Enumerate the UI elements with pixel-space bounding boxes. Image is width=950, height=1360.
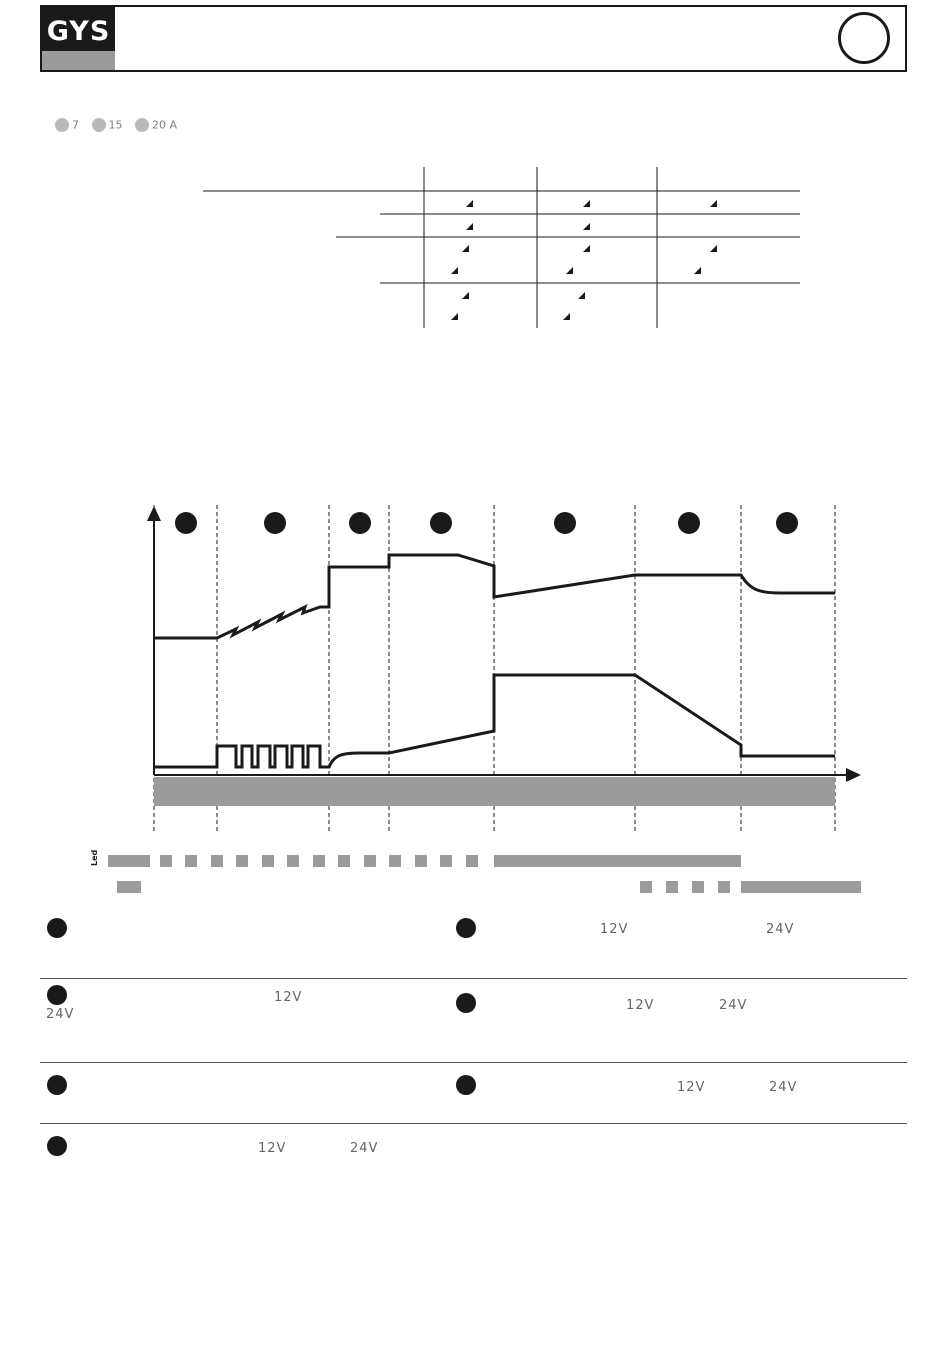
led-row-2 [117,881,861,893]
logo-text: GYS [46,16,111,47]
step-2-tag-12v: 12V [274,990,303,1005]
step-5-tag-24v: 24V [766,922,795,937]
step-6-marker [456,993,476,1013]
phase-marker-2 [264,512,286,534]
x-axis-arrow-icon [846,768,861,782]
legend-item-15a: 15 [92,118,123,132]
step-7-tag-12v: 12V [677,1080,706,1095]
step-4-tag-24v: 24V [350,1141,379,1156]
led-row-1 [108,855,741,867]
legend-item-7a: 7 [55,118,79,132]
divider [40,1062,907,1063]
phase-marker-3 [349,512,371,534]
phase-marker-6 [678,512,700,534]
divider [40,1123,907,1124]
step-4-tag-12v: 12V [258,1141,287,1156]
phase-marker-5 [554,512,576,534]
step-6-tag-12v: 12V [626,998,655,1013]
step-4-marker [47,1136,67,1156]
step-2-marker [47,985,67,1005]
step-7-marker [456,1075,476,1095]
step-3-marker [47,1075,67,1095]
step-5-tag-12v: 12V [600,922,629,937]
led-label: Led [90,849,99,866]
phase-marker-4 [430,512,452,534]
step-5-marker [456,918,476,938]
legend-item-20a: 20 A [135,118,177,132]
phase-marker-1 [175,512,197,534]
divider [40,978,907,979]
time-band [154,777,835,806]
step-7-tag-24v: 24V [769,1080,798,1095]
phase-marker-7 [776,512,798,534]
step-6-tag-24v: 24V [719,998,748,1013]
step-1-marker [47,918,67,938]
step-2-tag-24v: 24V [46,1007,75,1022]
